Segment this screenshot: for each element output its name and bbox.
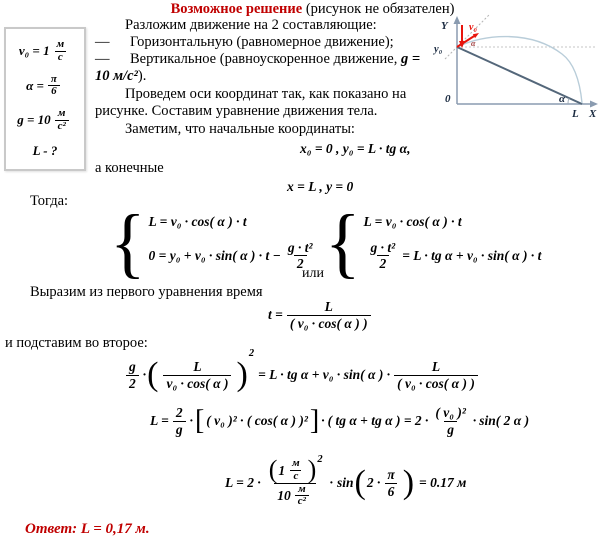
fraction-m-per-s2 [295,484,309,508]
fraction-pi-6 [48,74,60,98]
eq7-middle: = L · tg α + v₀ · sin( α ) · [258,366,391,382]
eq8-lhs: L = [150,412,169,428]
equation-L-formula [150,401,529,441]
eq8-bracket-body: ( v₀ )² · ( cos( α ) )² [206,412,308,428]
eq-init-comma: , [407,141,411,156]
trajectory-diagram [432,14,600,126]
frac-num: π [50,72,57,85]
fraction-g-over-2 [126,359,139,391]
eq9-den-value: 10 [277,487,291,503]
frac-num: м [56,38,65,51]
mid-paren-close: ) [307,455,317,485]
x-axis-label: X [589,108,597,120]
system2-row2 [364,240,542,272]
system-brace: { [110,199,146,287]
frac-num: g · t² [287,239,313,255]
fraction-m-per-s [54,39,68,63]
given-alpha [26,74,64,98]
origin-label: 0 [445,93,451,105]
system-rows [364,214,542,271]
fraction-L-over-v0cos [163,359,231,391]
frac-num: м [298,482,306,495]
system-brace: { [325,199,361,287]
frac-den: 2 [126,375,139,392]
frac-num: g · t² [370,239,396,255]
given-values-box [4,27,86,171]
frac-den: ( v₀ · cos( α ) ) [394,375,478,392]
given-v0 [19,39,71,63]
paragraph-decompose: Разложим движение на 2 составляющие: [125,17,377,33]
frac-den: с² [295,495,309,508]
eq9-sin: sin [336,474,354,490]
fraction-2-over-g [173,405,186,437]
system2-row1: L = v₀ · cos( α ) · t [363,214,462,230]
x-axis-arrowhead [590,101,598,108]
paragraph-express-time: Выразим из первого уравнения время [30,284,263,300]
frac-den: 6 [48,85,60,98]
frac-den: g [444,421,457,438]
dash-bullet: — [95,51,110,67]
frac-den: 2 [294,255,307,272]
fraction-time [287,299,371,331]
equation-time [268,294,375,336]
bullet-horizontal-text: Горизонтальную (равномерное движение); [130,34,394,50]
dot-operator: · [189,412,193,428]
frac-num: ( v₀ )² [435,404,466,420]
fraction-gt2-over-2 [368,240,399,272]
big-paren-open: ( [354,463,366,501]
system1-row1: L = v₀ · cos( α ) · t [148,214,247,230]
y-axis-arrowhead [454,16,461,24]
equation-initial-coords [300,141,411,157]
frac-num: L [193,358,202,374]
alpha-label: α [559,93,566,105]
dot-operator: · [142,366,147,382]
dot-operator: · [321,412,325,428]
equation-numeric [225,447,466,519]
exponent-2: 2 [248,348,255,359]
equation-final-coords: x = L , y = 0 [287,179,354,194]
eq8-sin-term: sin( 2 α ) [479,412,530,428]
frac-num: L [431,358,441,374]
frac-den: ( v₀ · cos( α ) ) [287,315,371,332]
bullet-vertical-text: Вертикальное (равноускоренное движение, [130,51,401,67]
bullet-vertical-math: g = 10 м/с² [95,51,421,84]
y-axis-label: Y [441,20,448,32]
given-v0-lhs: v₀ = 1 [18,43,50,59]
fraction-v0sq-over-g [432,405,469,437]
L-label: L [572,108,579,120]
eq-init-body: x₀ = 0 , y₀ = L · tg α [300,141,408,156]
paragraph-axes: Проведем оси координат так, как показано на рисунке. Составим уравнение движения тела. [95,86,407,119]
eq9-num-value: 1 [278,462,286,478]
paragraph-final-coords: а конечные [95,160,164,176]
big-paren-close: ) [236,355,248,393]
system1-row2-text: 0 = y₀ + v₀ · sin( α ) · t − [148,247,281,263]
frac-num: м [292,457,300,470]
frac-den: g [173,421,186,438]
frac-num: L [324,298,333,314]
eq9-numerator [265,454,326,485]
frac-den: v₀ · cos( α ) [163,375,231,392]
big-paren-open: ( [147,355,159,393]
alpha-small-label: α [471,39,476,48]
frac-den: 2 [377,255,390,272]
bullet-horizontal [95,34,394,51]
given-g [17,108,73,132]
given-g-lhs: g = 10 [17,112,51,128]
v0-label: v₀ [469,22,477,33]
equation-substituted [122,348,482,398]
eq-time-lhs: t = [268,306,283,322]
bullet-vertical-close: ). [137,68,147,84]
fraction-pi-6 [384,467,397,499]
eq8-middle: ( tg α + tg α ) = 2 · [327,412,429,428]
title-rest: (рисунок не обязателен) [302,1,455,17]
dot-operator: · [329,474,333,490]
title-highlight: Возможное решение [170,1,303,17]
y0-label: y₀ [434,44,443,55]
answer-text: Ответ: L = 0,17 м. [25,521,150,537]
fraction-m-per-s2 [55,108,69,132]
eq9-denominator [274,483,316,508]
given-alpha-lhs: α = [26,77,44,93]
frac-den: с² [55,120,69,133]
angle-arc [568,98,569,104]
fraction-L-over-v0cos-right [394,359,478,391]
frac-num: м [57,107,66,120]
big-bracket-open: [ [194,405,205,437]
bullet-vertical [95,51,427,85]
paragraph-initial-coords: Заметим, что начальные координаты: [125,121,355,137]
exponent-2: 2 [317,454,323,466]
system-rows [149,214,320,271]
system1-row2 [149,240,320,272]
frac-num: g [129,358,136,374]
paragraph-substitute: и подставим во второе: [5,335,148,351]
big-paren-close: ) [402,463,415,501]
system2-row2-text: = L · tg α + v₀ · sin( α ) · t [402,247,542,263]
eq9-lhs: L = 2 · [225,474,261,490]
eq9-arg-pre: 2 · [366,474,381,490]
eq9-result: = 0.17 м [419,474,467,490]
equation-system-2 [325,199,542,287]
frac-num: 2 [175,404,183,420]
equation-system-1 [110,199,320,287]
frac-den: 6 [385,483,398,500]
frac-den: с [290,470,301,483]
frac-den: с [55,51,66,64]
or-text: или [302,266,324,281]
big-bracket-close: ] [309,405,320,437]
mid-paren-open: ( [268,455,278,485]
fraction-numeric [265,454,326,508]
given-find: L - ? [32,142,58,158]
dot-operator: · [472,412,477,428]
dash-bullet: — [95,34,110,50]
fraction-m-per-s [289,458,303,482]
paragraph-then: Тогда: [30,193,69,209]
frac-num: π [387,466,395,482]
